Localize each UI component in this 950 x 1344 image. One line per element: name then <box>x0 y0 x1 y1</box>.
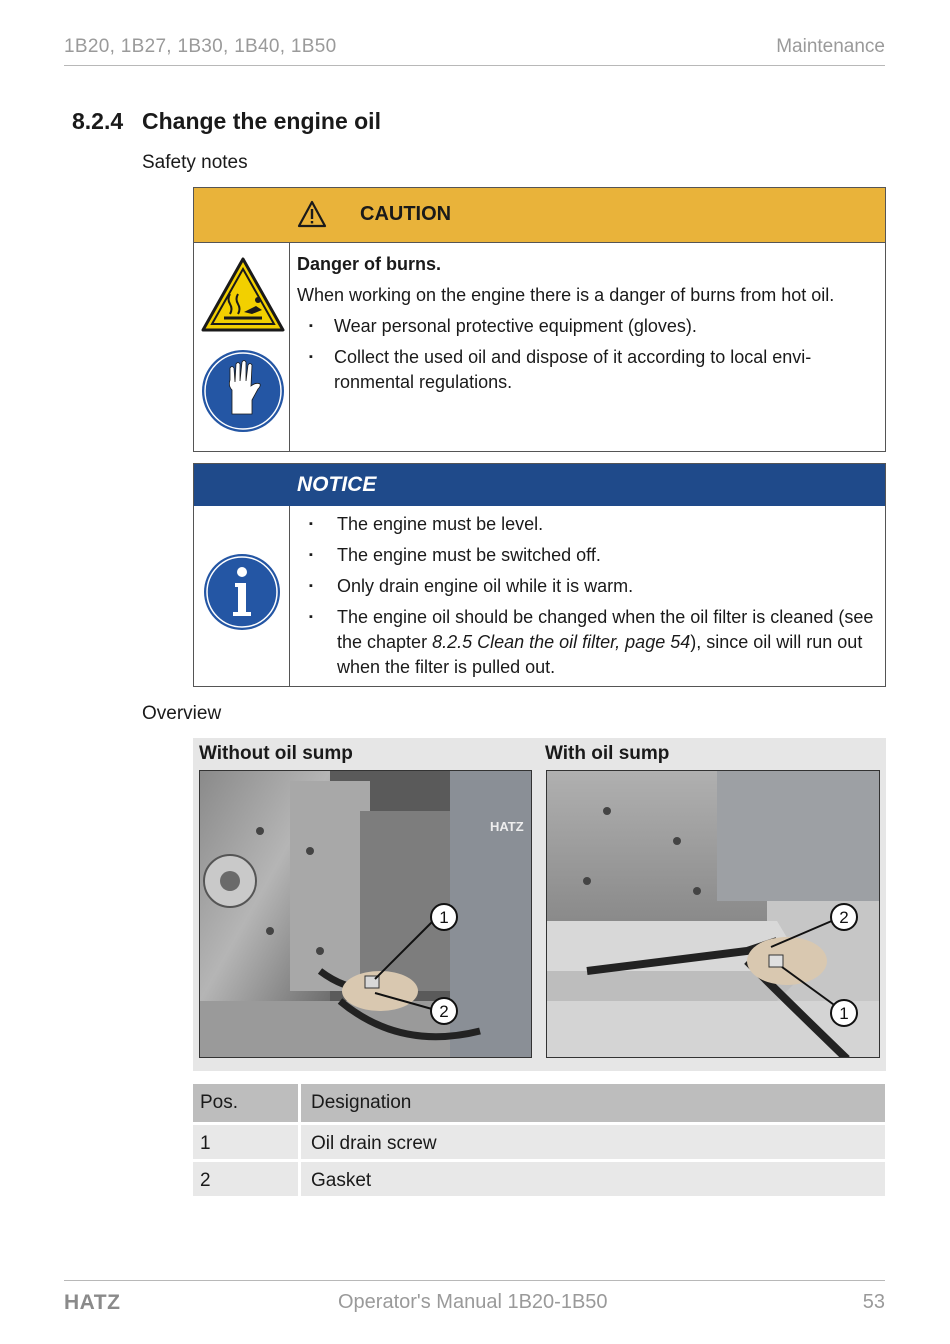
caution-title: CAUTION <box>360 203 452 225</box>
column-header-designation: Designation <box>311 1092 412 1113</box>
position-table <box>193 1084 885 1196</box>
list-item: ▪ Only drain engine oil while it is warm. <box>297 574 882 599</box>
notice-content <box>297 512 882 686</box>
notice-text-a: The engine oil should be changed when the oil filter is cleaned (see the chapter <box>337 607 874 652</box>
caption-with-sump: With oil sump <box>545 743 670 764</box>
table-cell-designation: Gasket <box>311 1170 372 1191</box>
notice-title: NOTICE <box>297 473 377 496</box>
section-number: 8.2.4 <box>72 108 124 134</box>
caution-content <box>297 252 882 401</box>
list-item: ▪ The engine must be level. <box>297 512 882 537</box>
table-cell-designation: Oil drain screw <box>311 1133 437 1154</box>
photo-with-sump <box>546 770 880 1058</box>
list-item: ▪ The engine must be switched off. <box>297 543 882 568</box>
footer-brand-logo: HATZ <box>64 1291 121 1314</box>
info-icon <box>202 552 282 632</box>
overview-figure <box>193 738 886 1071</box>
table-header-row <box>193 1084 885 1122</box>
notice-box <box>193 463 886 687</box>
list-item <box>297 605 882 680</box>
chapter-reference-link[interactable]: 8.2.5 Clean the oil filter, page 54 <box>432 632 691 652</box>
page-number: 53 <box>862 1291 885 1313</box>
overview-label: Overview <box>142 703 222 724</box>
callout-2: 2 <box>439 1002 449 1021</box>
notice-text-b: ), since oil will run out when the filter is pulled out. <box>337 632 863 677</box>
section-title <box>72 108 381 135</box>
photo-brand-label: HATZ <box>490 819 524 834</box>
photo-without-sump <box>199 770 532 1058</box>
section-heading: Change the engine oil <box>142 108 381 134</box>
safety-notes-label: Safety notes <box>142 152 248 173</box>
callout-1: 1 <box>839 1004 849 1023</box>
callout-1: 1 <box>439 908 449 927</box>
list-item: ▪ Wear personal protective equipment (gloves). <box>297 314 882 339</box>
table-row <box>193 1159 885 1196</box>
page-footer <box>64 1280 885 1320</box>
header-models: 1B20, 1B27, 1B30, 1B40, 1B50 <box>64 36 337 57</box>
table-row <box>193 1122 885 1159</box>
caution-box <box>193 187 886 452</box>
table-cell-pos: 2 <box>193 1162 301 1196</box>
caution-heading: Danger of burns. <box>297 254 442 274</box>
page-header <box>64 36 885 66</box>
notice-divider <box>289 506 290 686</box>
footer-manual-title: Operator's Manual 1B20-1B50 <box>338 1291 608 1313</box>
engine-photo-left <box>200 771 532 1058</box>
hot-surface-icon <box>200 256 286 334</box>
warning-triangle-icon <box>297 200 327 228</box>
list-item: ▪ Collect the used oil and dispose of it according to local envi-ronmental regulations. <box>297 345 882 395</box>
wear-gloves-icon <box>200 348 286 434</box>
caution-intro: When working on the engine there is a danger of burns from hot oil. <box>297 285 835 305</box>
caption-without-sump: Without oil sump <box>199 743 353 764</box>
engine-photo-right <box>547 771 880 1058</box>
notice-bullets <box>297 512 882 680</box>
callout-2: 2 <box>839 908 849 927</box>
table-cell-pos: 1 <box>193 1125 301 1159</box>
header-section: Maintenance <box>776 36 885 57</box>
caution-divider <box>289 243 290 451</box>
caution-bullets <box>297 314 882 395</box>
column-header-pos: Pos. <box>193 1084 301 1122</box>
